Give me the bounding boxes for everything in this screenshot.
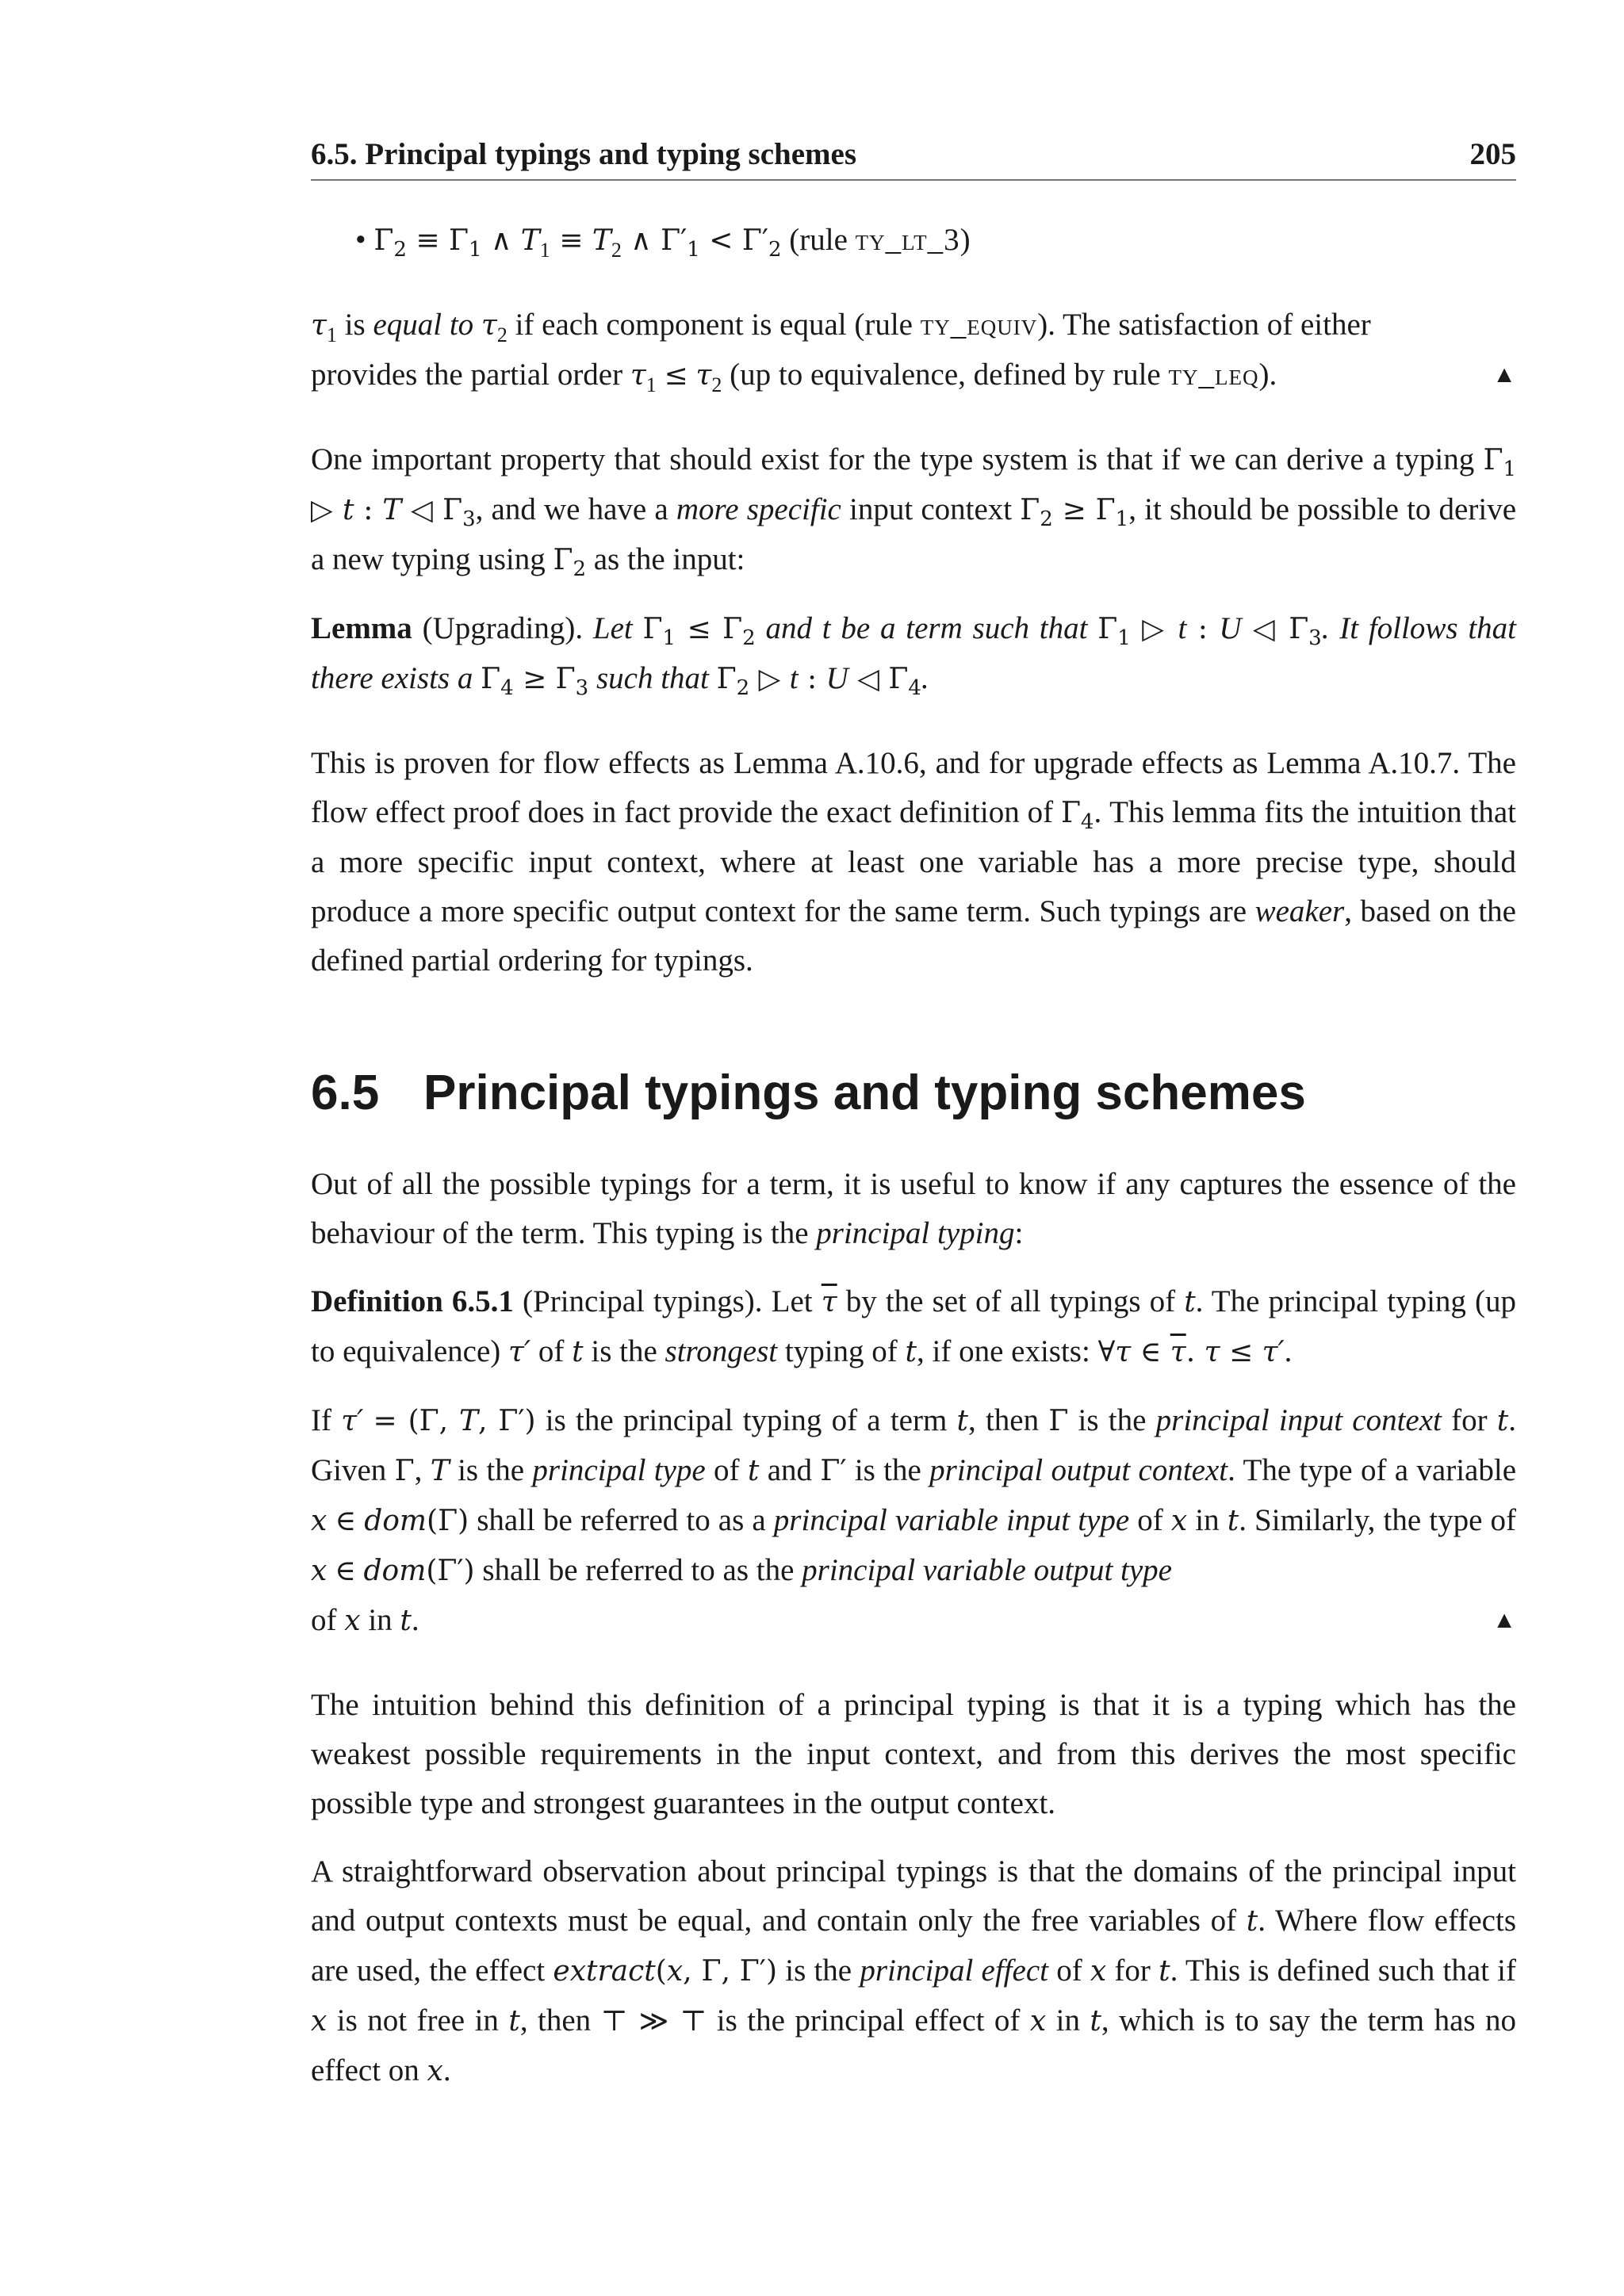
running-header: [311, 135, 1516, 181]
definition-name: (Principal typings).: [523, 1284, 763, 1318]
section-number: 6.5: [311, 1066, 380, 1120]
paragraph-intuition: The intuition behind this definition of a principal typing is that it is a typing which has the weakest possible requirements in the input context, and from this derives the most specific possible type and strongest guarantees in the output context.: [311, 1688, 1516, 1820]
paper-page: [311, 135, 1516, 2096]
paragraph-upgrading-intro: One important property that should exist for the type system is that if we can derive a typing $\Gamma_1$ ▷ t : T ◁ $\Gamma_3$, and we have a more specific input context $\Gamma_2 \ge \Gamma_1$, it should be possible to derive a new typing using $\Gamma_2$ as the input:: [311, 442, 1517, 582]
paragraph-principal-contexts: [311, 1396, 1516, 1646]
paragraph-principal-intro: Out of all the possible typings for a term, it is useful to know if any captures the essence of the behaviour of the term. This typing is the principal typing:: [311, 1167, 1516, 1250]
end-of-definition-marker-2: ▲: [1492, 1607, 1516, 1633]
lemma-label: Lemma: [311, 611, 412, 645]
section-title: Principal typings and typing schemes: [423, 1066, 1306, 1120]
paragraph-observation: A straightforward observation about principal typings is that the domains of the principal input and output contexts must be equal, and contain only the free variables of t. Where flow effects are used, the effect extract(x, Γ, Γ′) is the principal effect of x for t. This is defined such that if x is not free in t, then ⊤ ≫ ⊤ is the principal effect of x in t, which is to say the term has no effect on x.: [311, 1854, 1517, 2087]
para5-last-line: of x in t.: [311, 1603, 419, 1637]
definition-principal-typings: Definition 6.5.1 (Principal typings). Let $\overline{\tau}$ by the set of all typings of t. The principal typing (up to equivalence) τ′ of t is the strongest typing of t, if one exists: ∀τ ∈ $\overline{\tau}$. τ ≤ τ′.: [311, 1284, 1516, 1368]
lemma-upgrading: Lemma (Upgrading). Let $\Gamma_1 \le \Gamma_2$ and t be a term such that $\Gamma_1$ ▷ t : U ◁ $\Gamma_3$. It follows that there exists a $\Gamma_4 \ge \Gamma_3$ such that $\Gamma_2$ ▷ t : U ◁ $\Gamma_4$.: [311, 611, 1516, 701]
page-number: 205: [1469, 137, 1516, 171]
paragraph-lemma-proof: This is proven for flow effects as Lemma A.10.6, and for upgrade effects as Lemma A.10.7. The flow effect proof does in fact provide the exact definition of $\Gamma_4$. This lemma fits the intuition that a more specific input context, where at least one variable has a more precise type, should produce a more specific output context for the same term. Such typings are weaker, based on the defined partial ordering for typings.: [311, 746, 1516, 978]
end-of-definition-marker: ▲: [1492, 362, 1516, 388]
lemma-name: (Upgrading).: [422, 611, 584, 645]
para1-line1: $\tau_1$ is equal to $\tau_2$ if each component is equal (rule ty_equiv). The satisfaction of either: [311, 308, 1371, 346]
para1-line2: provides the partial order $\tau_1 \le \tau_2$ (up to equivalence, defined by rule ty_leq).: [311, 358, 1277, 396]
definition-tail: [311, 300, 1516, 400]
bullet-item: • $\Gamma_2 \equiv \Gamma_1$ ∧ $T_1 \equiv T_2$ ∧ $\Gamma'_1 < \Gamma'_2$ (rule ty_lt_3): [355, 223, 971, 262]
para5-body: If τ′ = (Γ, T, Γ′) is the principal typing of a term t, then Γ is the principal input context for t. Given Γ, T is the principal type of t and Γ′ is the principal output context. The type of a variable x ∈ dom(Γ) shall be referred to as a principal variable input type of x in t. Similarly, the type of x ∈ dom(Γ′) shall be referred to as the principal variable output type: [311, 1403, 1517, 1587]
running-header-title: 6.5. Principal typings and typing schemes: [311, 137, 857, 171]
section-heading: [311, 1062, 1516, 1125]
definition-label: Definition 6.5.1: [311, 1284, 514, 1318]
